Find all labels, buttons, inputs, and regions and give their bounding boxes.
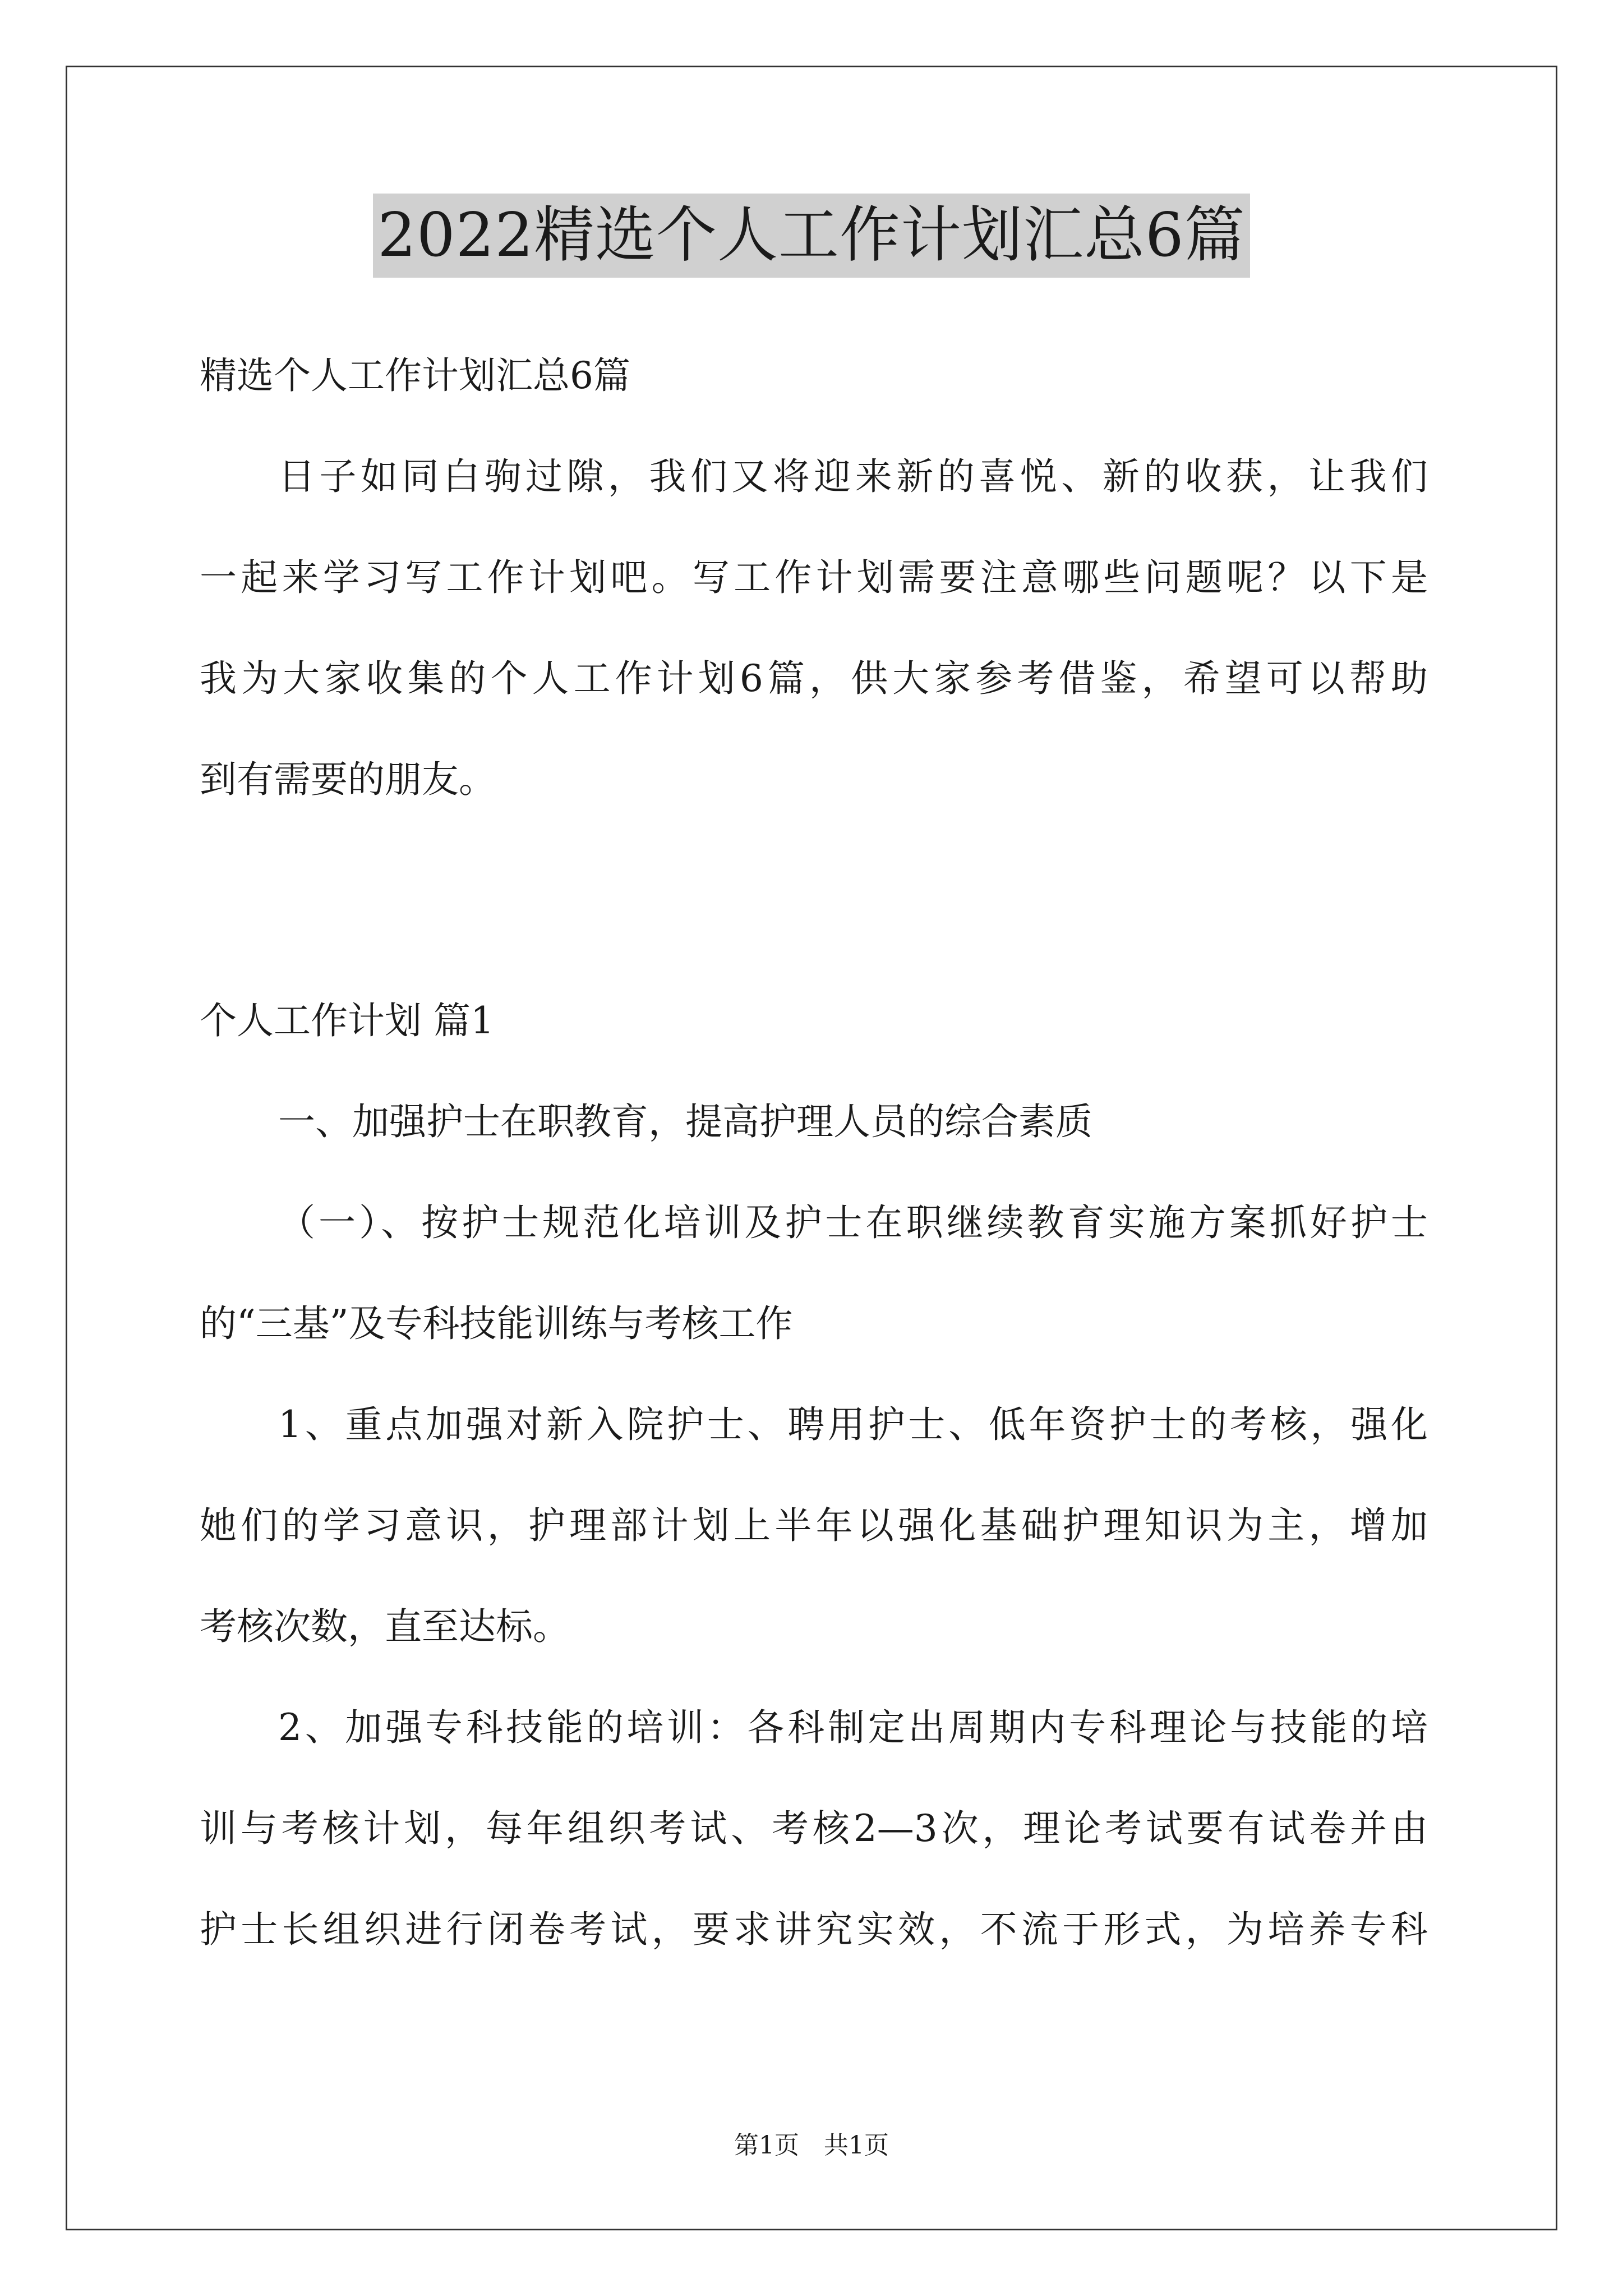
- item2-line-1: 2、加强专科技能的培训：各科制定出周期内专科理论与技能的培: [278, 1706, 1428, 1749]
- sub-one-line-1: （一）、按护士规范化培训及护士在职继续教育实施方案抓好护士: [278, 1201, 1428, 1244]
- item1-line-3: 考核次数，直至达标。: [200, 1605, 570, 1648]
- item1-line-1: 1、重点加强对新入院护士、聘用护士、低年资护士的考核，强化: [278, 1403, 1428, 1446]
- document-title: 2022精选个人工作计划汇总6篇: [373, 194, 1250, 278]
- title-wrap: [0, 194, 1623, 278]
- item2-line-2: 训与考核计划，每年组织考试、考核2—3次，理论考试要有试卷并由: [200, 1807, 1428, 1850]
- intro-line-3: 我为大家收集的个人工作计划6篇，供大家参考借鉴，希望可以帮助: [200, 657, 1428, 700]
- intro-line-4: 到有需要的朋友。: [200, 758, 496, 801]
- item1-line-2: 她们的学习意识，护理部计划上半年以强化基础护理知识为主，增加: [200, 1504, 1428, 1547]
- sub-one-line-2: 的“三基”及专科技能训练与考核工作: [200, 1302, 793, 1345]
- intro-line-1: 日子如同白驹过隙，我们又将迎来新的喜悦、新的收获，让我们: [278, 455, 1428, 498]
- item2-line-3: 护士长组织进行闭卷考试，要求讲究实效，不流于形式，为培养专科: [200, 1908, 1428, 1951]
- intro-line-2: 一起来学习写工作计划吧。写工作计划需要注意哪些问题呢？以下是: [200, 556, 1428, 599]
- section-heading: 个人工作计划 篇1: [200, 999, 494, 1042]
- document-subtitle: 精选个人工作计划汇总6篇: [200, 354, 630, 397]
- page-footer: 第1页 共1页: [734, 2131, 889, 2160]
- point-one-heading: 一、加强护士在职教育，提高护理人员的综合素质: [278, 1100, 1092, 1143]
